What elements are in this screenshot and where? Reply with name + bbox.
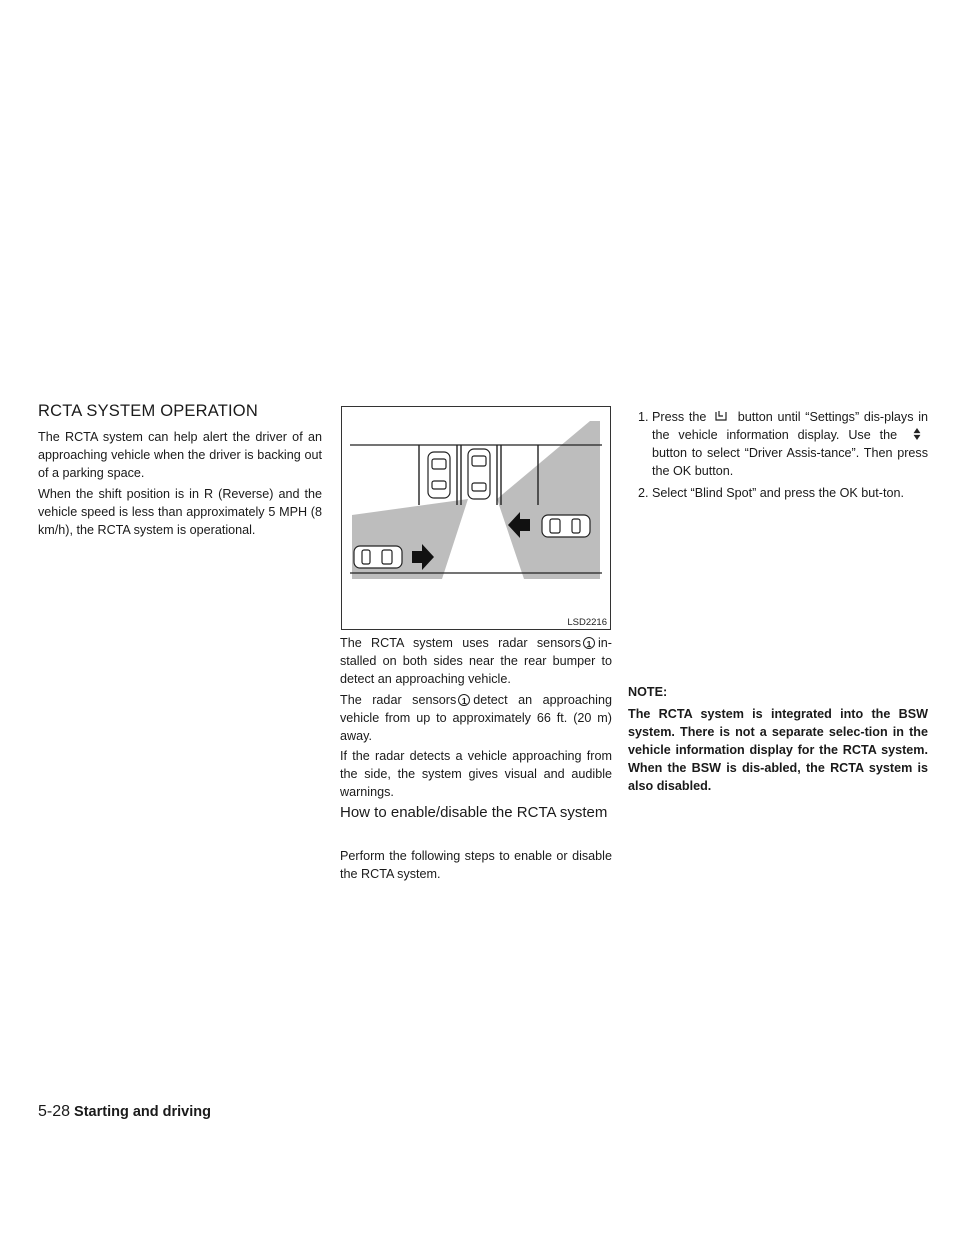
figure-code: LSD2216 xyxy=(567,617,607,628)
back-button-icon xyxy=(711,410,733,422)
up-down-arrows-icon xyxy=(906,428,928,440)
section-title: RCTA SYSTEM OPERATION xyxy=(38,402,258,420)
chapter-title: Starting and driving xyxy=(74,1104,211,1120)
callout-1-icon: 1 xyxy=(458,694,470,706)
note-title: NOTE: xyxy=(628,685,668,699)
range-paragraph: The radar sensors 1 detect an approaching vehicle from up to approximately 66 ft. (20 m) away. xyxy=(340,693,612,743)
intro-paragraph: The RCTA system can help alert the driver of an approaching vehicle when the driver is backing out of a parking space. xyxy=(38,430,322,480)
page-footer xyxy=(38,1103,211,1121)
sub-heading: How to enable/disable the RCTA system xyxy=(340,804,608,821)
steps-list xyxy=(628,408,928,502)
steps-intro-paragraph: Perform the following steps to enable or disable the RCTA system. xyxy=(340,849,612,881)
page-number: 5-28 xyxy=(38,1103,71,1120)
approaching-car-right xyxy=(542,515,590,537)
radar-paragraph: The RCTA system uses radar sensors 1 in-stalled on both sides near the rear bumper to detect an approaching vehicle. xyxy=(340,636,612,686)
callout-1-icon: 1 xyxy=(583,637,595,649)
step-2: 2. Select “Blind Spot” and press the OK but-ton. xyxy=(638,486,905,500)
warning-paragraph: If the radar detects a vehicle approaching from the side, the system gives visual and audible warnings. xyxy=(340,749,612,799)
note-body: The RCTA system is integrated into the BSW system. There is not a separate selec-tion in the vehicle information display for the RCTA system. When the BSW is dis-abled, the RCTA system is also disabled. xyxy=(628,707,928,793)
step-1: 1. Press the button until “Settings” dis-plays in the vehicle information display. Use the button to select “Driver Assis-tance”. Then press the OK button. xyxy=(638,410,929,478)
rcta-parking-diagram-icon xyxy=(342,407,610,629)
rcta-figure xyxy=(341,406,611,630)
operation-paragraph: When the shift position is in R (Reverse) and the vehicle speed is less than approximately 5 MPH (8 km/h), the RCTA system is operational. xyxy=(38,487,322,537)
approaching-car-left xyxy=(354,546,402,568)
